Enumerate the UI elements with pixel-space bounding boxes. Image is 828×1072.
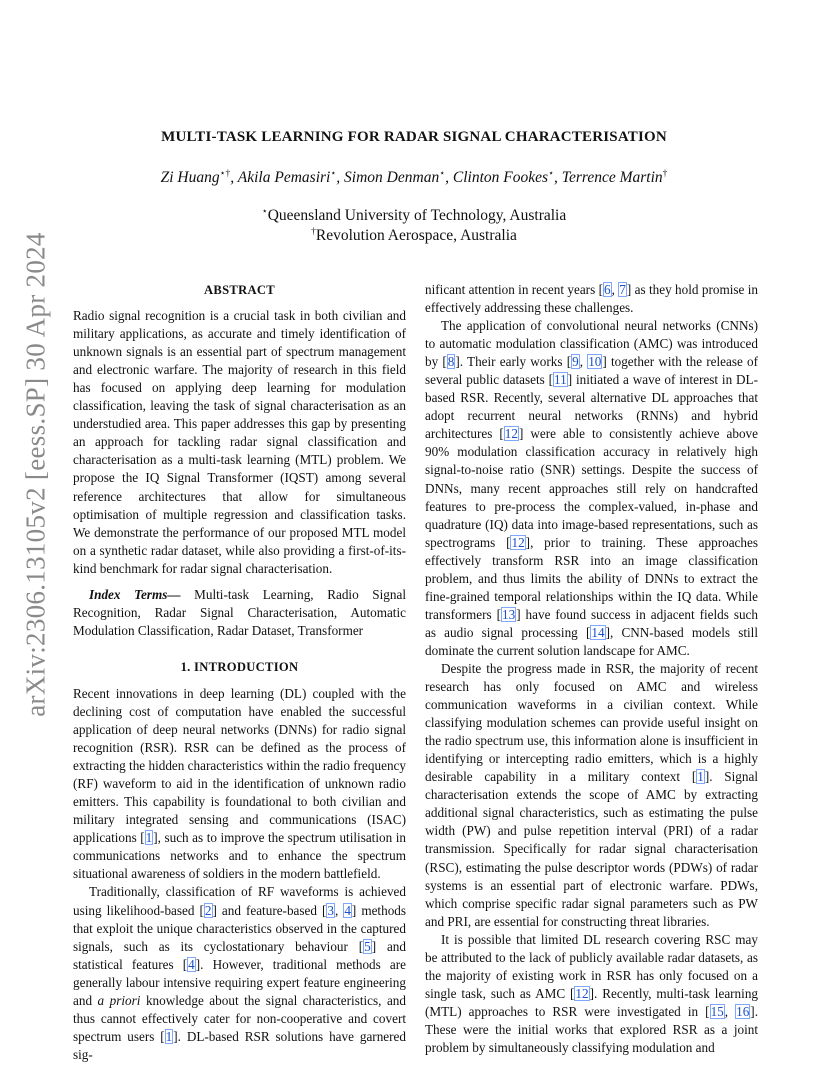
- citation-link[interactable]: 14: [591, 624, 605, 640]
- author-1: Zi Huang⋆†,: [160, 169, 238, 186]
- right-column: [425, 281, 758, 1057]
- citation-link[interactable]: 12: [504, 426, 518, 442]
- citation-link[interactable]: 16: [736, 1003, 750, 1019]
- author-list: [0, 168, 828, 187]
- author-2: Akila Pemasiri⋆,: [237, 169, 345, 186]
- citation-link[interactable]: 4: [188, 956, 195, 972]
- left-column: [73, 281, 406, 1064]
- citation-link[interactable]: 4: [344, 902, 351, 918]
- citation-link[interactable]: 2: [204, 902, 212, 918]
- citation-link[interactable]: 9: [572, 354, 579, 370]
- index-terms: [73, 586, 406, 640]
- citation-link[interactable]: 1: [697, 769, 704, 785]
- index-terms-label: Index Terms—: [89, 586, 181, 602]
- citation-link[interactable]: 1: [145, 830, 153, 846]
- right-paragraph-1: nificant attention in recent years [6, 7] as they hold promise in effectively addressing these challenges.: [425, 282, 758, 316]
- abstract-heading: ABSTRACT: [204, 283, 275, 297]
- right-paragraph-2: The application of convolutional neural networks (CNNs) to automatic modulation classification (AMC) was introduced by [8]. Their early works [9, 10] together with the release of several public datasets [11] initiated a wave of interest in DL-based RSR. Recently, several alternative DL approaches that adopt recurrent neural networks (RNNs) and hybrid architectures [12] were able to consistently achieve above 90% modulation classification accuracy in relatively high signal-to-noise ratio (SNR) settings. Despite the success of DNNs, many recent approaches still rely on handcrafted features to pre-process the complex-valued, in-phase and quadrature (IQ) data into image-based representations, such as spectrograms [12], prior to training. These approaches effectively transform RSR into an image classification problem, and thus limits the ability of DNNs to extract the fine-grained temporal relationships within the IQ data. While transformers [13] have found success in adjacent fields such as audio signal processing [14], CNN-based models still dominate the current solution landscape for AMC.: [425, 318, 759, 658]
- index-terms-text: Multi-task Learning, Radio Signal Recognition, Radar Signal Characterisation, Automatic Modulation Classification, Radar Dataset, Transformer: [73, 586, 407, 638]
- emphasis-text: a priori: [97, 992, 141, 1008]
- citation-link[interactable]: 12: [575, 985, 589, 1001]
- citation-link[interactable]: 15: [710, 1003, 724, 1019]
- abstract-text: Radio signal recognition is a crucial task in both civilian and military applications, as accurate and timely identification of unknown signals is an essential part of spectrum management and electronic warfare. The majority of research in this field has focused on applying deep learning for modulation classification, leaving the task of signal characterisation as an understudied area. This paper addresses this gap by presenting an approach for tackling radar signal classification and characterisation as a multi-task learning (MTL) problem. We propose the IQ Signal Transformer (IQST) among several reference architectures that allow for simultaneous optimisation of multiple regression and classification tasks. We demonstrate the performance of our proposed MTL model on a synthetic radar dataset, while also providing a first-of-its-kind benchmark for radar signal characterisation.: [73, 308, 406, 576]
- right-paragraph-4: It is possible that limited DL research covering RSC may be attributed to the lack of publicly available radar datasets, as the majority of existing work in RSR has only focused on a single task, such as AMC [12]. Recently, multi-task learning (MTL) approaches to RSR were investigated in [15, 16]. These were the initial works that explored RSR as a joint problem by simultaneously classifying modulation and: [425, 931, 759, 1055]
- citation-link[interactable]: 3: [327, 902, 334, 918]
- arxiv-identifier-text: arXiv:2306.13105v2 [eess.SP] 30 Apr 2024: [20, 231, 51, 717]
- citation-link[interactable]: 10: [588, 354, 602, 370]
- author-3: Simon Denman⋆,: [344, 169, 453, 186]
- arxiv-identifier-stamp: [10, 231, 62, 717]
- citation-link[interactable]: 11: [554, 372, 567, 388]
- right-paragraph-3: Despite the progress made in RSR, the majority of recent research has only focused on AMC and wireless communication waveforms in a civilian context. While classifying modulation schemes can provide useful insight on the radio spectrum use, this information alone is insufficient in identifying or intercepting radio emitters, which is a highly desirable capability in a military context [1]. Signal characterisation extends the scope of AMC by extracting additional signal characteristics, such as estimating the pulse width (PW) and pulse repetition interval (PRI) of a radar transmission. Specifically for radar signal characterisation (RSC), estimating the pulse descriptor words (PDWs) of radar systems is an essential part of electronic warfare. PDWs, which comprise specific radar signal parameters such as PW and PRI, are essential for constructing threat libraries.: [425, 660, 758, 929]
- affiliation-2: †Revolution Aerospace, Australia: [311, 227, 517, 244]
- citation-link[interactable]: 6: [603, 282, 611, 297]
- citation-link[interactable]: 1: [165, 1028, 173, 1044]
- intro-paragraph-2: Traditionally, classification of RF waveforms is achieved using likelihood-based [2] and feature-based [3, 4] methods that exploit the unique characteristics observed in the captured signals, such as its cyclostationary behaviour [5] and statistical features [4]. However, traditional methods are generally labour intensive requiring expert feature engineering and a priori knowledge about the signal characteristics, and thus cannot effectively cater for non-cooperative and covert spectrum users [1]. DL-based RSR solutions have garnered sig-: [73, 884, 407, 1062]
- citation-link[interactable]: 8: [447, 354, 455, 370]
- citation-link[interactable]: 7: [619, 282, 626, 297]
- intro-heading: 1. INTRODUCTION: [180, 659, 299, 674]
- intro-paragraph-1: Recent innovations in deep learning (DL) coupled with the declining cost of computation have enabled the successful application of deep neural networks (DNNs) for radio signal recognition (RSR). RSR can be defined as the process of extracting the hidden characteristics within the radio frequency (RF) waveform to aid in the identification of unknown radio emitters. This capability is foundational to both civilian and military integrated sensing and communications (ISAC) applications [1], such as to improve the spectrum utilisation in communications networks and to enhance the spectrum situational awareness of soldiers in the modern battlefield.: [73, 685, 406, 882]
- affiliation-1: ⋆Queensland University of Technology, Australia: [261, 207, 567, 224]
- citation-link[interactable]: 12: [511, 534, 525, 550]
- author-4: Clinton Fookes⋆,: [452, 169, 562, 186]
- citation-link[interactable]: 5: [364, 938, 371, 954]
- citation-link[interactable]: 13: [502, 606, 516, 622]
- author-5: Terrence Martin†: [561, 169, 668, 186]
- paper-title: MULTI-TASK LEARNING FOR RADAR SIGNAL CHARACTERISATION: [161, 129, 667, 145]
